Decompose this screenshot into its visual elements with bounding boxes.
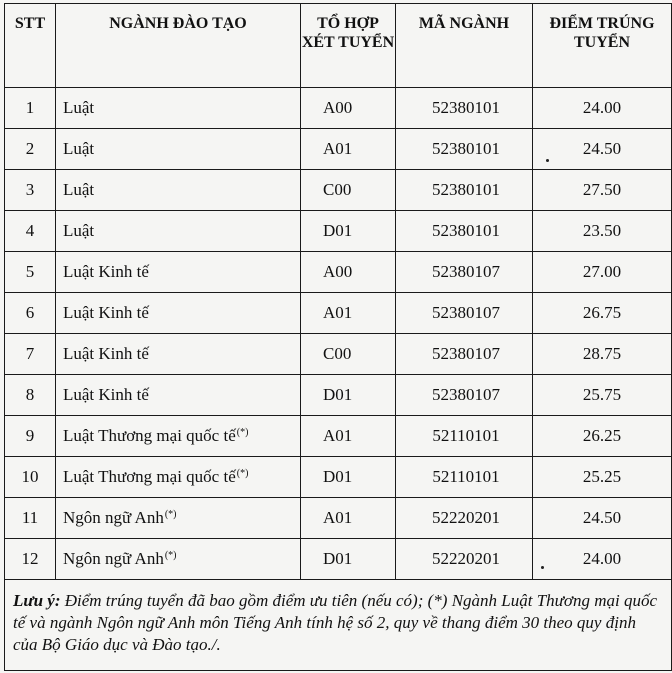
row-admission-score-cell: [533, 334, 672, 375]
scan-speck: [541, 566, 544, 569]
row-program: Luật Thương mại quốc tế: [63, 426, 236, 445]
table-row: [5, 375, 672, 416]
row-admission-score-cell: [533, 498, 672, 539]
table-row: [5, 88, 672, 129]
row-program-cell: [56, 211, 301, 252]
row-program-code-cell: [396, 211, 533, 252]
admission-scores-table: [4, 3, 672, 671]
row-stt-cell: [5, 211, 56, 252]
footnote-marker: (*): [164, 550, 177, 561]
row-combination-cell: [301, 129, 396, 170]
row-program: Ngôn ngữ Anh: [63, 508, 164, 527]
row-combination: D01: [323, 549, 353, 568]
row-admission-score-cell: [533, 375, 672, 416]
row-stt-cell: [5, 293, 56, 334]
row-combination-cell: [301, 211, 396, 252]
table-body: [5, 88, 672, 580]
row-stt: 10: [21, 467, 39, 486]
scan-speck: [546, 159, 549, 162]
row-program-cell: [56, 498, 301, 539]
row-admission-score: 24.00: [582, 549, 622, 568]
footnote-marker: (*): [236, 427, 249, 438]
row-combination: A01: [323, 139, 353, 158]
table-row: [5, 252, 672, 293]
row-program-code: 52380101: [432, 180, 500, 199]
row-combination-cell: [301, 334, 396, 375]
row-program-code-cell: [396, 88, 533, 129]
row-program-code-cell: [396, 170, 533, 211]
row-stt: 6: [25, 303, 35, 322]
row-program: Luật Kinh tế: [63, 344, 149, 363]
row-program-cell: [56, 88, 301, 129]
row-program-code: 52380107: [432, 262, 500, 281]
row-program-cell: [56, 170, 301, 211]
table-row: [5, 498, 672, 539]
row-combination: C00: [323, 180, 352, 199]
row-admission-score: 28.75: [582, 344, 622, 363]
row-combination-cell: [301, 88, 396, 129]
row-program: Luật: [63, 98, 95, 117]
row-stt-cell: [5, 129, 56, 170]
row-combination: D01: [323, 221, 353, 240]
table-row: [5, 129, 672, 170]
row-admission-score-cell: [533, 293, 672, 334]
row-stt: 8: [25, 385, 35, 404]
row-program: Luật Kinh tế: [63, 385, 149, 404]
header-admission-score: ĐIỂM TRÚNG TUYỂN: [533, 4, 672, 88]
table-row: [5, 170, 672, 211]
row-combination-cell: [301, 170, 396, 211]
row-program-code-cell: [396, 129, 533, 170]
row-stt: 9: [25, 426, 35, 445]
row-combination-cell: [301, 416, 396, 457]
row-combination: A01: [323, 426, 353, 445]
row-combination: A01: [323, 303, 353, 322]
row-admission-score-cell: [533, 129, 672, 170]
row-program-code: 52220201: [432, 508, 500, 527]
row-program-cell: [56, 375, 301, 416]
row-stt-cell: [5, 539, 56, 580]
row-program-code-cell: [396, 252, 533, 293]
row-admission-score: 27.50: [582, 180, 622, 199]
row-combination-cell: [301, 539, 396, 580]
header-program-code: MÃ NGÀNH: [396, 4, 533, 88]
row-program: Luật: [63, 221, 95, 240]
row-stt: 3: [25, 180, 35, 199]
note-text: Điểm trúng tuyển đã bao gồm điểm ưu tiên (nếu có); (*) Ngành Luật Thương mại quốc tế và ngành Ngôn ngữ Anh môn Tiếng Anh tính hệ số 2, quy về thang điểm 30 theo quy định của Bộ Giáo dục và Đào tạo./.: [13, 591, 658, 654]
row-stt: 1: [25, 98, 35, 117]
row-admission-score: 25.75: [582, 385, 622, 404]
table-row: [5, 539, 672, 580]
row-stt: 4: [25, 221, 35, 240]
row-admission-score: 26.25: [582, 426, 622, 445]
footnote-marker: (*): [236, 468, 249, 479]
row-program-cell: [56, 293, 301, 334]
row-admission-score-cell: [533, 252, 672, 293]
row-program-code-cell: [396, 293, 533, 334]
row-program-code: 52380101: [432, 221, 500, 240]
row-admission-score: 23.50: [582, 221, 622, 240]
row-stt: 7: [25, 344, 35, 363]
row-stt-cell: [5, 170, 56, 211]
row-program-cell: [56, 129, 301, 170]
row-combination-cell: [301, 252, 396, 293]
row-combination: D01: [323, 385, 353, 404]
row-stt-cell: [5, 498, 56, 539]
row-program-cell: [56, 457, 301, 498]
row-program-cell: [56, 416, 301, 457]
row-program-code-cell: [396, 334, 533, 375]
row-combination: C00: [323, 344, 352, 363]
row-program-code-cell: [396, 457, 533, 498]
row-admission-score: 26.75: [582, 303, 622, 322]
note-label: Lưu ý:: [13, 591, 61, 610]
row-program-code-cell: [396, 416, 533, 457]
row-program-code: 52110101: [432, 426, 500, 445]
row-program-code: 52380101: [432, 139, 500, 158]
row-program: Luật: [63, 139, 95, 158]
note-cell: [5, 580, 672, 671]
row-admission-score: 24.50: [582, 139, 622, 158]
row-program-code: 52220201: [432, 549, 500, 568]
row-stt-cell: [5, 252, 56, 293]
row-admission-score-cell: [533, 416, 672, 457]
row-admission-score: 24.00: [582, 98, 622, 117]
row-combination: A01: [323, 508, 353, 527]
row-program-code-cell: [396, 498, 533, 539]
row-combination-cell: [301, 293, 396, 334]
row-combination-cell: [301, 457, 396, 498]
row-program-code: 52380107: [432, 344, 500, 363]
row-stt-cell: [5, 457, 56, 498]
table-row: [5, 416, 672, 457]
row-program-code-cell: [396, 375, 533, 416]
row-stt-cell: [5, 416, 56, 457]
row-program-cell: [56, 539, 301, 580]
row-stt: 12: [21, 549, 39, 568]
row-program-cell: [56, 334, 301, 375]
row-admission-score: 24.50: [582, 508, 622, 527]
table-row: [5, 457, 672, 498]
row-program-cell: [56, 252, 301, 293]
row-stt-cell: [5, 88, 56, 129]
row-admission-score-cell: [533, 211, 672, 252]
table-row: [5, 293, 672, 334]
table-header-row: [5, 4, 672, 88]
row-stt-cell: [5, 375, 56, 416]
row-combination: A00: [323, 98, 353, 117]
row-stt: 11: [21, 508, 39, 527]
row-program: Ngôn ngữ Anh: [63, 549, 164, 568]
row-program-code: 52380101: [432, 98, 500, 117]
row-admission-score: 25.25: [582, 467, 622, 486]
header-combination: TỔ HỢP XÉT TUYỂN: [301, 4, 396, 88]
header-stt: STT: [5, 4, 56, 88]
row-admission-score-cell: [533, 170, 672, 211]
row-combination-cell: [301, 498, 396, 539]
header-program: NGÀNH ĐÀO TẠO: [56, 4, 301, 88]
row-stt: 5: [25, 262, 35, 281]
row-stt: 2: [25, 139, 35, 158]
footnote-marker: (*): [164, 509, 177, 520]
row-program-code: 52380107: [432, 385, 500, 404]
note-row: [5, 580, 672, 671]
row-admission-score-cell: [533, 88, 672, 129]
row-program-code-cell: [396, 539, 533, 580]
row-admission-score-cell: [533, 539, 672, 580]
row-program: Luật Kinh tế: [63, 262, 149, 281]
row-admission-score-cell: [533, 457, 672, 498]
table-row: [5, 211, 672, 252]
row-combination: D01: [323, 467, 353, 486]
row-program-code: 52380107: [432, 303, 500, 322]
row-combination: A00: [323, 262, 353, 281]
row-program-code: 52110101: [432, 467, 500, 486]
row-program: Luật Thương mại quốc tế: [63, 467, 236, 486]
row-stt-cell: [5, 334, 56, 375]
row-program: Luật: [63, 180, 95, 199]
row-combination-cell: [301, 375, 396, 416]
row-program: Luật Kinh tế: [63, 303, 149, 322]
table-row: [5, 334, 672, 375]
row-admission-score: 27.00: [582, 262, 622, 281]
